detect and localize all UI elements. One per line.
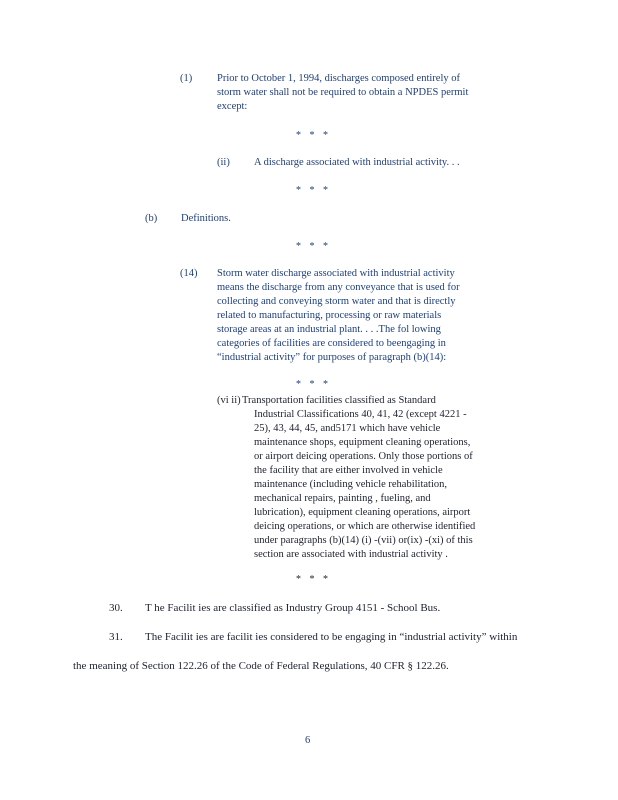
page-number: 6 [305,735,311,746]
item-vii-line: deicing operations, or which are otherwise identified [254,521,476,532]
item-1-marker: (1) [180,73,193,84]
item-vii-marker: (vi ii) [217,395,241,406]
item-vii-line: Industrial Classifications 40, 41, 42 (except 4221 - [254,409,467,420]
item-14-line: collecting and conveying storm water and that is directly [217,296,456,307]
ellipsis-stars: * * * [296,241,331,252]
item-ii-marker: (ii) [217,157,230,168]
item-14-line: means the discharge from any conveyance that is used for [217,282,460,293]
ellipsis-stars: * * * [296,574,331,585]
item-vii-line: under paragraphs (b)(14) (i) -(vii) or(ix) -(xi) of this [254,535,473,546]
item-vii-line: section are associated with industrial activity . [254,549,448,560]
item-14-marker: (14) [180,268,198,279]
item-vii-line: the facility that are either involved in vehicle [254,465,443,476]
paragraph-31-number: 31. [109,631,123,643]
item-14-line: categories of facilities are considered to beengaging in [217,338,446,349]
item-b-marker: (b) [145,213,158,224]
item-vii-line: 25), 43, 44, 45, and5171 which have vehicle [254,423,441,434]
item-1-line: Prior to October 1, 1994, discharges composed entirely of [217,73,461,84]
ellipsis-stars: * * * [296,130,331,141]
item-vii-line: or airport deicing operations. Only those portions of [254,451,473,462]
item-b-heading: Definitions. [181,213,231,224]
item-1-text [217,73,512,115]
paragraph-30-number: 30. [109,602,123,614]
item-vii-line: maintenance shops, equipment cleaning operations, [254,437,471,448]
item-vii-first-line: Transportation facilities classified as Standard [242,395,436,406]
item-vii-line: lubrication), equipment cleaning operations, airport [254,507,471,518]
paragraph-31-line: The Facilit ies are facilit ies considered to be engaging in “industrial activity” within [145,631,518,643]
item-1-line: except: [217,101,248,112]
item-ii-text: A discharge associated with industrial activity. . . [254,157,460,168]
ellipsis-stars: * * * [296,379,331,390]
item-14-line: storage areas at an industrial plant. . . .The fol lowing [217,324,441,335]
item-vii-line: maintenance (including vehicle rehabilitation, [254,479,448,490]
item-vii-line: mechanical repairs, painting , fueling, and [254,493,431,504]
paragraph-31-line: the meaning of Section 122.26 of the Code of Federal Regulations, 40 CFR § 122.26. [73,660,449,672]
item-14-line: Storm water discharge associated with industrial activity [217,268,455,279]
item-14-line: “industrial activity” for purposes of paragraph (b)(14): [217,352,447,363]
item-1-line: storm water shall not be required to obtain a NPDES permit [217,87,469,98]
item-vii-text [254,409,512,565]
paragraph-30-text: T he Facilit ies are classified as Industry Group 4151 - School Bus. [145,602,441,614]
ellipsis-stars: * * * [296,185,331,196]
item-14-line: related to manufacturing, processing or raw materials [217,310,442,321]
item-14-text [217,268,512,368]
